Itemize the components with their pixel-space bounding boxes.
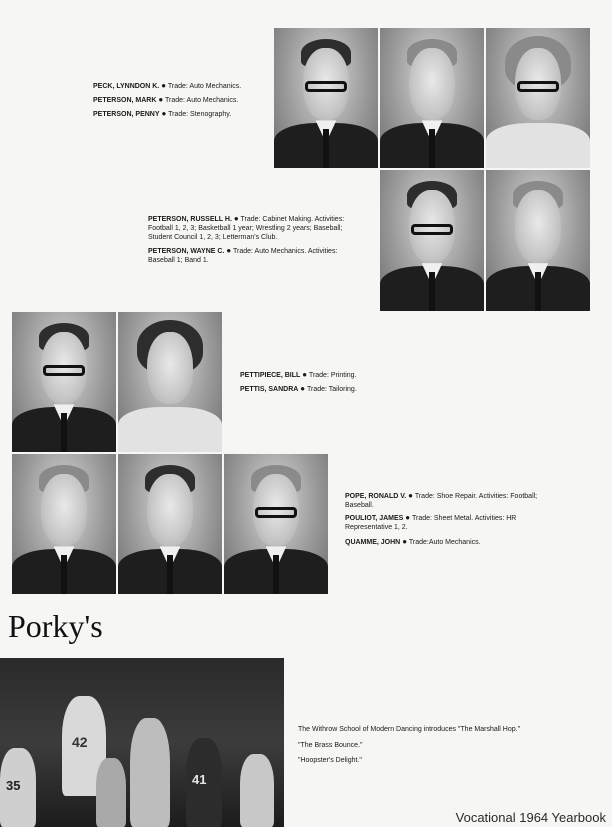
entry-peterson-russell: PETERSON, RUSSELL H. ● Trade: Cabinet Making. Activities: Football 1, 2, 3; Basketball 1 year; Wrestling 2 years; Baseball; Student Council 1, 2, 3; Letterman's Club. — [148, 214, 345, 241]
portrait-peterson-russell — [380, 170, 484, 311]
jersey-number: 42 — [72, 734, 88, 750]
entry-pouliot: POULIOT, JAMES ● Trade: Sheet Metal. Activities: HR Representative 1, 2. — [345, 513, 517, 531]
caption-line: "Hoopster's Delight." — [298, 757, 362, 764]
player-figure — [240, 754, 274, 827]
player-figure — [130, 718, 170, 827]
portrait-pope — [12, 454, 116, 594]
entry-quamme: QUAMME, JOHN ● Trade:Auto Mechanics. — [345, 537, 481, 546]
portrait-pettis — [118, 312, 222, 452]
jersey-number: 35 — [6, 778, 21, 793]
caption-line: The Withrow School of Modern Dancing introduces "The Marshall Hop." — [298, 726, 521, 733]
jersey-number: 41 — [192, 772, 207, 787]
portrait-peterson-wayne — [486, 170, 590, 311]
entry-pope: POPE, RONALD V. ● Trade: Shoe Repair. Activities: Football; Baseball. — [345, 491, 538, 509]
player-figure — [96, 758, 126, 827]
entry-pettis: PETTIS, SANDRA ● Trade: Tailoring. — [240, 384, 357, 393]
portrait-peck — [274, 28, 378, 168]
entry-peterson-mark: PETERSON, MARK ● Trade: Auto Mechanics. — [93, 95, 239, 104]
player-figure — [186, 738, 222, 827]
entry-peterson-penny: PETERSON, PENNY ● Trade: Stenography. — [93, 109, 232, 118]
portrait-pouliot — [118, 454, 222, 594]
portrait-pettipiece — [12, 312, 116, 452]
basketball-photo — [0, 658, 284, 827]
faded-show-through — [0, 180, 60, 240]
section-title: Porky's — [8, 608, 103, 644]
entry-pettipiece: PETTIPIECE, BILL ● Trade: Printing. — [240, 370, 357, 379]
yearbook-footer: Vocational 1964 Yearbook — [455, 810, 606, 825]
portrait-peterson-mark — [380, 28, 484, 168]
entry-peterson-wayne: PETERSON, WAYNE C. ● Trade: Auto Mechanics. Activities: Baseball 1; Band 1. — [148, 246, 338, 264]
portrait-peterson-penny — [486, 28, 590, 168]
entry-peck: PECK, LYNNDON K. ● Trade: Auto Mechanics. — [93, 81, 242, 90]
player-figure — [0, 748, 36, 827]
portrait-quamme — [224, 454, 328, 594]
caption-line: "The Brass Bounce." — [298, 742, 363, 749]
